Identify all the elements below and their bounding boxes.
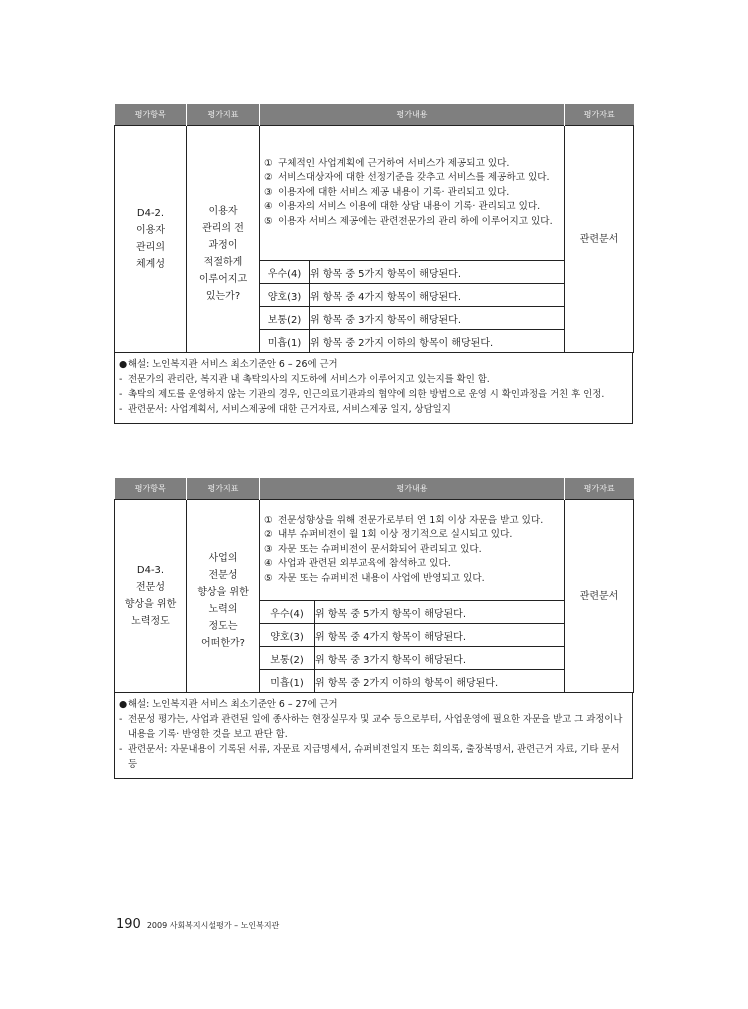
header-item: 평가항목 (115, 104, 187, 126)
grade-label: 우수(4) (260, 601, 315, 624)
page-number: 190 (116, 917, 141, 932)
header-indicator: 평가지표 (187, 478, 260, 500)
grade-label: 미흡(1) (260, 330, 310, 353)
list-item: ③ 이용자에 대한 서비스 제공 내용이 기록· 관리되고 있다. (264, 186, 510, 198)
list-item: ④ 이용자의 서비스 이용에 대한 상담 내용이 기록· 관리되고 있다. (264, 201, 541, 213)
list-item: ① 구체적인 사업계획에 근거하여 서비스가 제공되고 있다. (264, 157, 510, 169)
evaluation-item-cell: D4-2. 이용자 관리의 체계성 (115, 126, 187, 353)
evaluation-indicator-cell: 이용자 관리의 전 과정이 적절하게 이루어지고 있는가? (187, 126, 260, 353)
grade-label: 보통(2) (260, 647, 315, 670)
grade-label: 양호(3) (260, 284, 310, 307)
list-item: ② 내부 슈퍼비전이 월 1회 이상 정기적으로 실시되고 있다. (264, 529, 513, 541)
header-content: 평가내용 (260, 104, 565, 126)
grade-criteria: 위 항목 중 3가지 항목이 해당된다. (315, 647, 565, 670)
evaluation-block-d4-2 (114, 104, 633, 424)
header-indicator: 평가지표 (187, 104, 260, 126)
evaluation-document-cell: 관련문서 (565, 500, 634, 693)
page-footer (116, 917, 279, 932)
header-document: 평가자료 (565, 478, 634, 500)
list-item: ② 서비스대상자에 대한 선정기준을 갖추고 서비스를 제공하고 있다. (264, 172, 550, 184)
grade-criteria: 위 항목 중 2가지 이하의 항목이 해당된다. (310, 330, 565, 353)
evaluation-block-d4-3 (114, 478, 633, 779)
grade-criteria: 위 항목 중 4가지 항목이 해당된다. (310, 284, 565, 307)
grade-criteria: 위 항목 중 5가지 항목이 해당된다. (310, 261, 565, 284)
list-item: ⑤ 자문 또는 슈퍼비전 내용이 사업에 반영되고 있다. (264, 572, 485, 584)
grade-criteria: 위 항목 중 5가지 항목이 해당된다. (315, 601, 565, 624)
header-content: 평가내용 (260, 478, 565, 500)
list-item: ① 전문성향상을 위해 전문가로부터 연 1회 이상 자문을 받고 있다. (264, 514, 544, 526)
grade-criteria: 위 항목 중 4가지 항목이 해당된다. (315, 624, 565, 647)
evaluation-content-cell (260, 500, 565, 601)
explanation-notes: ● 해설: 노인복지관 서비스 최소기준안 6 – 27에 근거 - 전문성 평가는, 사업과 관련된 일에 종사하는 현장실무자 및 교수 등으로부터, 사업운영에 필요한 자문을 받고 그 과정이나 내용을 기록· 반영한 것을 보고 판단 함. - 관련문서: 자문내용이 기록된 서류, 자문료 지급명세서, 슈퍼비전일지 또는 회의록, 출장복명서, 관련근거 자료, 기타 문서 등 (114, 693, 633, 779)
grade-label: 미흡(1) (260, 670, 315, 693)
grade-criteria: 위 항목 중 2가지 이하의 항목이 해당된다. (315, 670, 565, 693)
list-item: ④ 사업과 관련된 외부교육에 참석하고 있다. (264, 558, 451, 570)
footer-title: 2009 사회복지시설평가 – 노인복지관 (146, 921, 280, 930)
list-item: ③ 자문 또는 슈퍼비전이 문서화되어 관리되고 있다. (264, 543, 482, 555)
grade-label: 양호(3) (260, 624, 315, 647)
evaluation-document-cell: 관련문서 (565, 126, 634, 353)
grade-label: 보통(2) (260, 307, 310, 330)
header-document: 평가자료 (565, 104, 634, 126)
evaluation-table (114, 478, 634, 693)
grade-criteria: 위 항목 중 3가지 항목이 해당된다. (310, 307, 565, 330)
list-item: ⑤ 이용자 서비스 제공에는 관련전문가의 관리 하에 이루어지고 있다. (264, 215, 553, 227)
explanation-notes: ● 해설: 노인복지관 서비스 최소기준안 6 – 26에 근거 - 전문가의 관리란, 복지관 내 촉탁의사의 지도하에 서비스가 이루어지고 있는지를 확인 함. - 촉탁의 제도를 운영하지 않는 기관의 경우, 인근의료기관과의 협약에 의한 방법으로 운영 시 확인과정을 거친 후 인정. - 관련문서: 사업계획서, 서비스제공에 대한 근거자료, 서비스제공 일지, 상담일지 (114, 353, 633, 424)
evaluation-item-cell: D4-3. 전문성 향상을 위한 노력정도 (115, 500, 187, 693)
evaluation-indicator-cell: 사업의 전문성 향상을 위한 노력의 정도는 어떠한가? (187, 500, 260, 693)
evaluation-content-cell (260, 126, 565, 261)
evaluation-table (114, 104, 634, 353)
grade-label: 우수(4) (260, 261, 310, 284)
header-item: 평가항목 (115, 478, 187, 500)
